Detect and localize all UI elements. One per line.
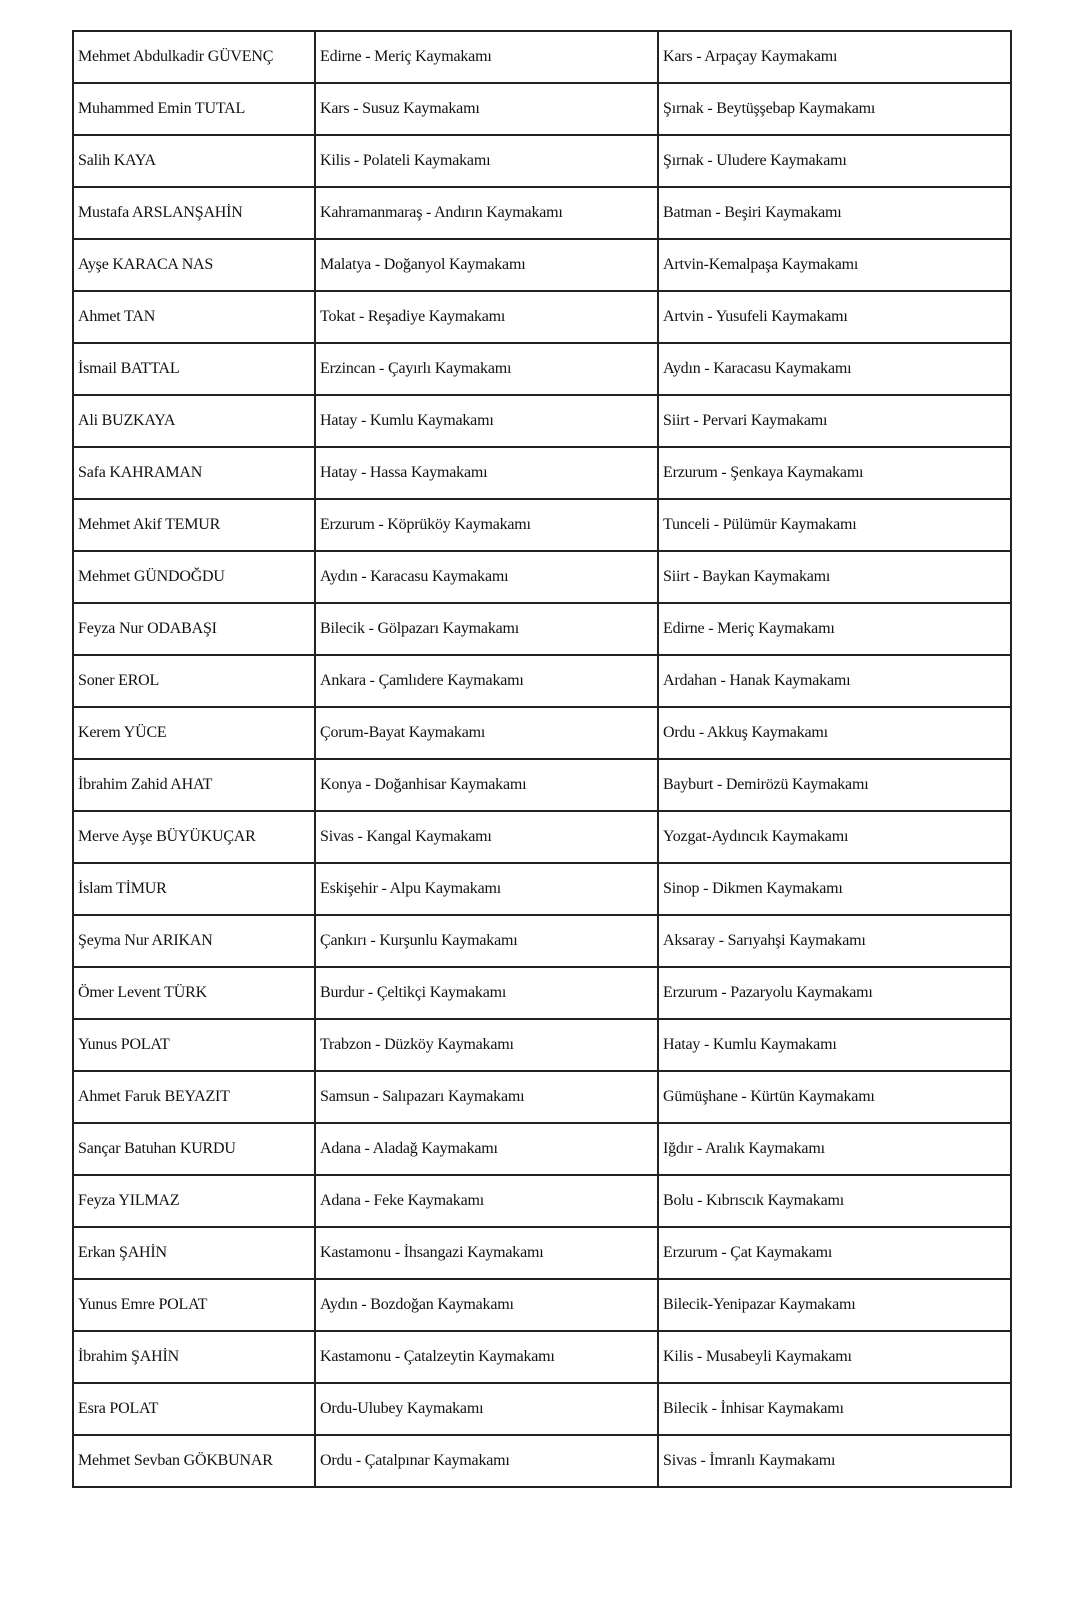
table-row [73,1227,1011,1279]
person-name-cell: İbrahim Zahid AHAT [73,759,315,811]
table-row [73,187,1011,239]
person-name-cell: Feyza Nur ODABAŞI [73,603,315,655]
table-row [73,1331,1011,1383]
current-post-cell: Trabzon - Düzköy Kaymakamı [315,1019,658,1071]
new-post-cell: Gümüşhane - Kürtün Kaymakamı [658,1071,1011,1123]
new-post-cell: Iğdır - Aralık Kaymakamı [658,1123,1011,1175]
current-post-cell: Adana - Feke Kaymakamı [315,1175,658,1227]
current-post-cell: Bilecik - Gölpazarı Kaymakamı [315,603,658,655]
current-post-cell: Eskişehir - Alpu Kaymakamı [315,863,658,915]
current-post-cell: Malatya - Doğanyol Kaymakamı [315,239,658,291]
current-post-cell: Erzincan - Çayırlı Kaymakamı [315,343,658,395]
person-name-cell: İslam TİMUR [73,863,315,915]
table-row [73,1123,1011,1175]
person-name-cell: Muhammed Emin TUTAL [73,83,315,135]
person-name-cell: Merve Ayşe BÜYÜKUÇAR [73,811,315,863]
current-post-cell: Adana - Aladağ Kaymakamı [315,1123,658,1175]
table-row [73,31,1011,83]
new-post-cell: Hatay - Kumlu Kaymakamı [658,1019,1011,1071]
person-name-cell: Mehmet GÜNDOĞDU [73,551,315,603]
person-name-cell: Yunus POLAT [73,1019,315,1071]
table-row [73,1019,1011,1071]
current-post-cell: Sivas - Kangal Kaymakamı [315,811,658,863]
person-name-cell: Sançar Batuhan KURDU [73,1123,315,1175]
new-post-cell: Sinop - Dikmen Kaymakamı [658,863,1011,915]
person-name-cell: Esra POLAT [73,1383,315,1435]
person-name-cell: Mehmet Akif TEMUR [73,499,315,551]
current-post-cell: Ankara - Çamlıdere Kaymakamı [315,655,658,707]
table-row [73,915,1011,967]
new-post-cell: Edirne - Meriç Kaymakamı [658,603,1011,655]
table-row [73,1435,1011,1487]
person-name-cell: Mustafa ARSLANŞAHİN [73,187,315,239]
current-post-cell: Çankırı - Kurşunlu Kaymakamı [315,915,658,967]
person-name-cell: Ahmet TAN [73,291,315,343]
new-post-cell: Şırnak - Uludere Kaymakamı [658,135,1011,187]
person-name-cell: Salih KAYA [73,135,315,187]
new-post-cell: Artvin - Yusufeli Kaymakamı [658,291,1011,343]
new-post-cell: Bolu - Kıbrıscık Kaymakamı [658,1175,1011,1227]
table-row [73,1383,1011,1435]
table-row [73,447,1011,499]
current-post-cell: Erzurum - Köprüköy Kaymakamı [315,499,658,551]
current-post-cell: Kars - Susuz Kaymakamı [315,83,658,135]
person-name-cell: Feyza YILMAZ [73,1175,315,1227]
person-name-cell: İbrahim ŞAHİN [73,1331,315,1383]
table-row [73,239,1011,291]
table-row [73,135,1011,187]
new-post-cell: Yozgat-Aydıncık Kaymakamı [658,811,1011,863]
new-post-cell: Kars - Arpaçay Kaymakamı [658,31,1011,83]
new-post-cell: Erzurum - Çat Kaymakamı [658,1227,1011,1279]
new-post-cell: Aksaray - Sarıyahşi Kaymakamı [658,915,1011,967]
new-post-cell: Artvin-Kemalpaşa Kaymakamı [658,239,1011,291]
new-post-cell: Bilecik-Yenipazar Kaymakamı [658,1279,1011,1331]
person-name-cell: İsmail BATTAL [73,343,315,395]
new-post-cell: Ordu - Akkuş Kaymakamı [658,707,1011,759]
new-post-cell: Erzurum - Pazaryolu Kaymakamı [658,967,1011,1019]
current-post-cell: Kilis - Polateli Kaymakamı [315,135,658,187]
new-post-cell: Sivas - İmranlı Kaymakamı [658,1435,1011,1487]
table-row [73,395,1011,447]
current-post-cell: Ordu - Çatalpınar Kaymakamı [315,1435,658,1487]
new-post-cell: Aydın - Karacasu Kaymakamı [658,343,1011,395]
current-post-cell: Kastamonu - Çatalzeytin Kaymakamı [315,1331,658,1383]
new-post-cell: Siirt - Pervari Kaymakamı [658,395,1011,447]
table-row [73,603,1011,655]
current-post-cell: Burdur - Çeltikçi Kaymakamı [315,967,658,1019]
person-name-cell: Ömer Levent TÜRK [73,967,315,1019]
table-row [73,1175,1011,1227]
new-post-cell: Siirt - Baykan Kaymakamı [658,551,1011,603]
new-post-cell: Batman - Beşiri Kaymakamı [658,187,1011,239]
person-name-cell: Safa KAHRAMAN [73,447,315,499]
assignment-table-body [73,31,1011,1487]
current-post-cell: Tokat - Reşadiye Kaymakamı [315,291,658,343]
table-row [73,291,1011,343]
table-row [73,499,1011,551]
person-name-cell: Mehmet Sevban GÖKBUNAR [73,1435,315,1487]
person-name-cell: Mehmet Abdulkadir GÜVENÇ [73,31,315,83]
current-post-cell: Konya - Doğanhisar Kaymakamı [315,759,658,811]
new-post-cell: Erzurum - Şenkaya Kaymakamı [658,447,1011,499]
table-row [73,551,1011,603]
table-row [73,343,1011,395]
table-row [73,707,1011,759]
current-post-cell: Hatay - Hassa Kaymakamı [315,447,658,499]
current-post-cell: Edirne - Meriç Kaymakamı [315,31,658,83]
person-name-cell: Soner EROL [73,655,315,707]
current-post-cell: Aydın - Bozdoğan Kaymakamı [315,1279,658,1331]
current-post-cell: Kastamonu - İhsangazi Kaymakamı [315,1227,658,1279]
new-post-cell: Tunceli - Pülümür Kaymakamı [658,499,1011,551]
table-row [73,863,1011,915]
new-post-cell: Bayburt - Demirözü Kaymakamı [658,759,1011,811]
table-row [73,811,1011,863]
table-row [73,1279,1011,1331]
current-post-cell: Çorum-Bayat Kaymakamı [315,707,658,759]
person-name-cell: Ali BUZKAYA [73,395,315,447]
current-post-cell: Samsun - Salıpazarı Kaymakamı [315,1071,658,1123]
person-name-cell: Şeyma Nur ARIKAN [73,915,315,967]
person-name-cell: Ayşe KARACA NAS [73,239,315,291]
new-post-cell: Ardahan - Hanak Kaymakamı [658,655,1011,707]
person-name-cell: Kerem YÜCE [73,707,315,759]
assignment-table [72,30,1012,1488]
new-post-cell: Kilis - Musabeyli Kaymakamı [658,1331,1011,1383]
new-post-cell: Şırnak - Beytüşşebap Kaymakamı [658,83,1011,135]
current-post-cell: Ordu-Ulubey Kaymakamı [315,1383,658,1435]
table-row [73,759,1011,811]
new-post-cell: Bilecik - İnhisar Kaymakamı [658,1383,1011,1435]
table-row [73,655,1011,707]
person-name-cell: Ahmet Faruk BEYAZIT [73,1071,315,1123]
table-row [73,1071,1011,1123]
current-post-cell: Aydın - Karacasu Kaymakamı [315,551,658,603]
current-post-cell: Hatay - Kumlu Kaymakamı [315,395,658,447]
table-row [73,967,1011,1019]
table-row [73,83,1011,135]
person-name-cell: Erkan ŞAHİN [73,1227,315,1279]
person-name-cell: Yunus Emre POLAT [73,1279,315,1331]
current-post-cell: Kahramanmaraş - Andırın Kaymakamı [315,187,658,239]
